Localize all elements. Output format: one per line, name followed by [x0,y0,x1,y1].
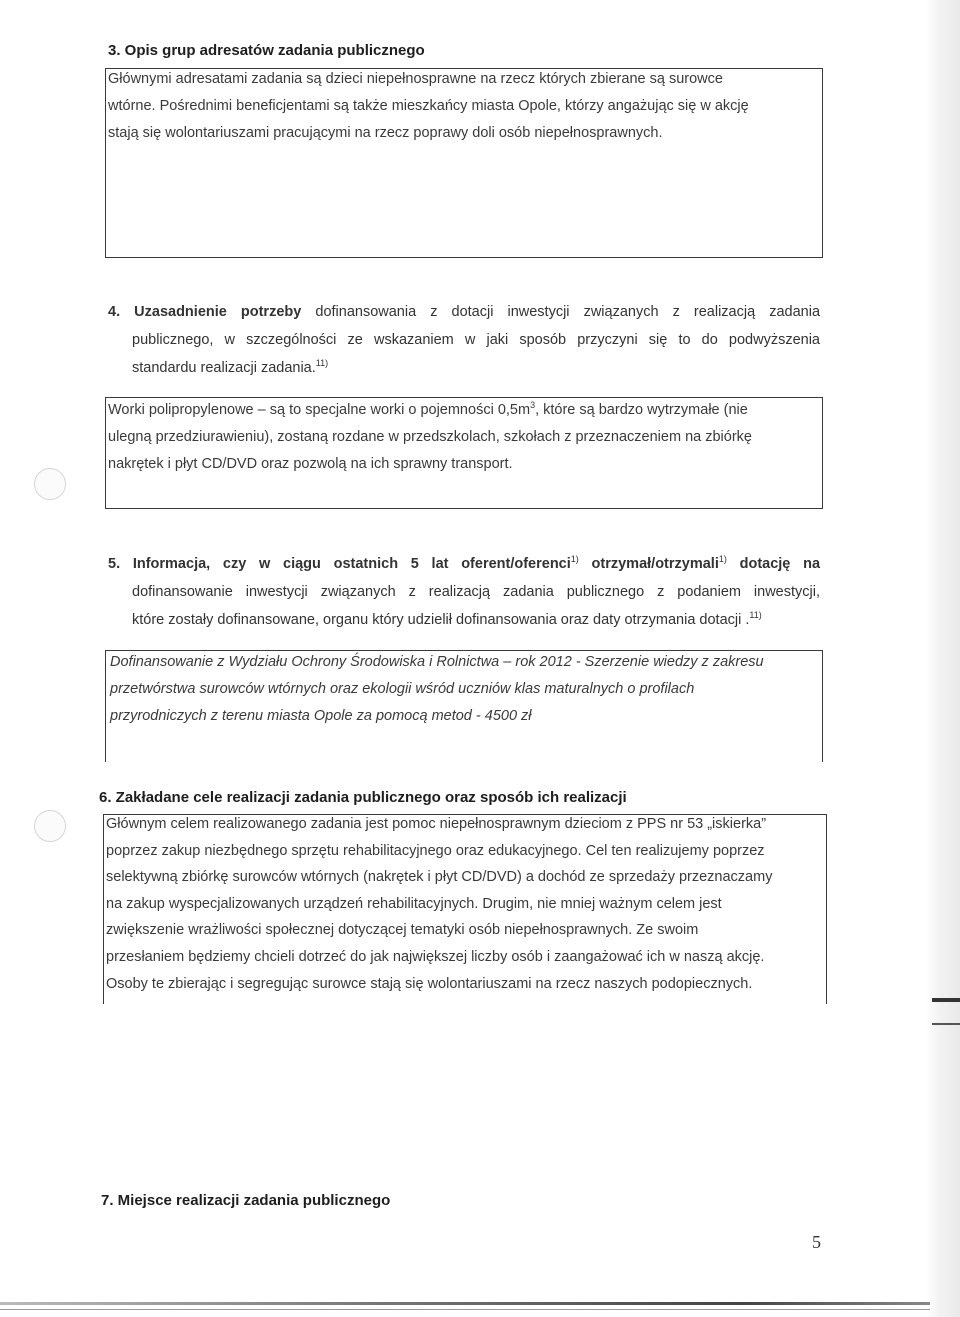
heading-line: publicznego, w szczególności ze wskazaniem w jaki sposób przyczyni się to do podwyższenia [132,332,820,348]
punch-hole [34,468,66,500]
heading-line [108,298,820,326]
text-line: Głównymi adresatami zadania są dzieci niepełnosprawne na rzecz których zbierane są surowce [108,71,723,87]
heading-text: standardu realizacji zadania. [132,360,316,376]
text-line [108,397,820,424]
text-line: poprzez zakup niezbędnego sprzętu rehabilitacyjnego oraz edukacyjnego. Cel ten realizujemy poprzez [106,842,765,859]
text-line: ulegną przedziurawieniu), zostaną rozdane w przedszkolach, szkołach z przeznaczeniem na zbiórkę [108,429,752,445]
heading-line [108,606,820,634]
scan-bottom-rule [0,1309,930,1310]
footnote-ref: 1) [718,554,727,565]
text-line: stają się wolontariuszami pracującymi na rzecz poprawy doli osób niepełnosprawnych. [108,125,663,141]
text-line: wtórne. Pośrednimi beneficjentami są także mieszkańcy miasta Opole, którzy angażując się w akcję [108,98,749,114]
section-3-heading: 3. Opis grup adresatów zadania publicznego [108,42,425,59]
section-5-heading [108,550,820,634]
section-4-content [108,397,820,478]
heading-bold: otrzymał/otrzymali [591,556,719,572]
section-number: 5. [108,556,121,572]
heading-text: które zostały dofinansowane, organu który udzielił dofinansowania oraz daty otrzymania dotacji . [132,612,750,628]
text-line: Dofinansowanie z Wydziału Ochrony Środowiska i Rolnictwa – rok 2012 - Szerzenie wiedzy z zakresu [110,654,764,670]
text-line: przyrodniczych z terenu miasta Opole za pomocą metod - 4500 zł [110,708,532,724]
section-7-heading: 7. Miejsce realizacji zadania publicznego [101,1192,391,1209]
section-3-content [108,66,820,147]
superscript: 3 [530,400,536,411]
text-line: Głównym celem realizowanego zadania jest pomoc niepełnosprawnym dzieciom z PPS nr 53 „iskierka” [106,816,767,832]
text-span: , które są bardzo wytrzymałe (nie [535,402,748,418]
text-line: nakrętek i płyt CD/DVD oraz pozwolą na ich sprawny transport. [108,456,513,472]
scan-bottom-rule [0,1302,930,1305]
section-number: 4. [108,304,121,320]
heading-bold: Uzasadnienie potrzeby [134,304,302,320]
text-span: Worki polipropylenowe – są to specjalne worki o pojemności 0,5m [108,402,531,418]
text-line: selektywną zbiórkę surowców wtórnych (nakrętek i płyt CD/DVD) a dochód ze sprzedaży przeznaczamy [106,869,773,886]
text-line: na zakup wyspecjalizowanych urządzeń rehabilitacyjnych. Drugim, nie mniej ważnym celem jest [106,895,722,912]
footnote-ref: 11) [749,610,762,621]
section-4-heading [108,298,820,382]
scan-edge-mark [932,1023,960,1025]
heading-line [108,550,820,578]
text-line: przetwórstwa surowców wtórnych oraz ekologii wśród uczniów klas maturalnych o profilach [110,681,695,697]
footnote-ref: 1) [570,554,579,565]
text-line: zwiększenie wrażliwości społecznej dotyczącej tematyki osób niepełnosprawnych. Ze swoim [106,922,699,939]
section-6-heading: 6. Zakładane cele realizacji zadania publicznego oraz sposób ich realizacji [99,789,627,806]
heading-bold: dotację na [739,556,821,572]
heading-text: dofinansowania z dotacji inwestycji związanych z realizacją zadania [315,304,821,320]
footnote-ref: 11) [315,358,329,369]
scan-edge-strip [926,0,960,1317]
heading-bold: Informacja, czy w ciągu ostatnich 5 lat oferent/oferenci [132,556,571,572]
heading-line: dofinansowanie inwestycji związanych z realizacją zadania publicznego z podaniem inwestycji, [132,584,820,600]
punch-hole [34,810,66,842]
text-line: Osoby te zbierając i segregując surowce stają się wolontariuszami na rzecz naszych podopiecznych. [106,975,753,992]
section-5-content [110,649,822,730]
text-line: przesłaniem będziemy chcieli dotrzeć do jak największej liczby osób i zaangażować ich w naszą akcję. [106,948,765,965]
scan-edge-mark [932,998,960,1002]
page-number: 5 [812,1232,821,1252]
heading-line [108,354,820,382]
section-6-content [106,811,830,997]
